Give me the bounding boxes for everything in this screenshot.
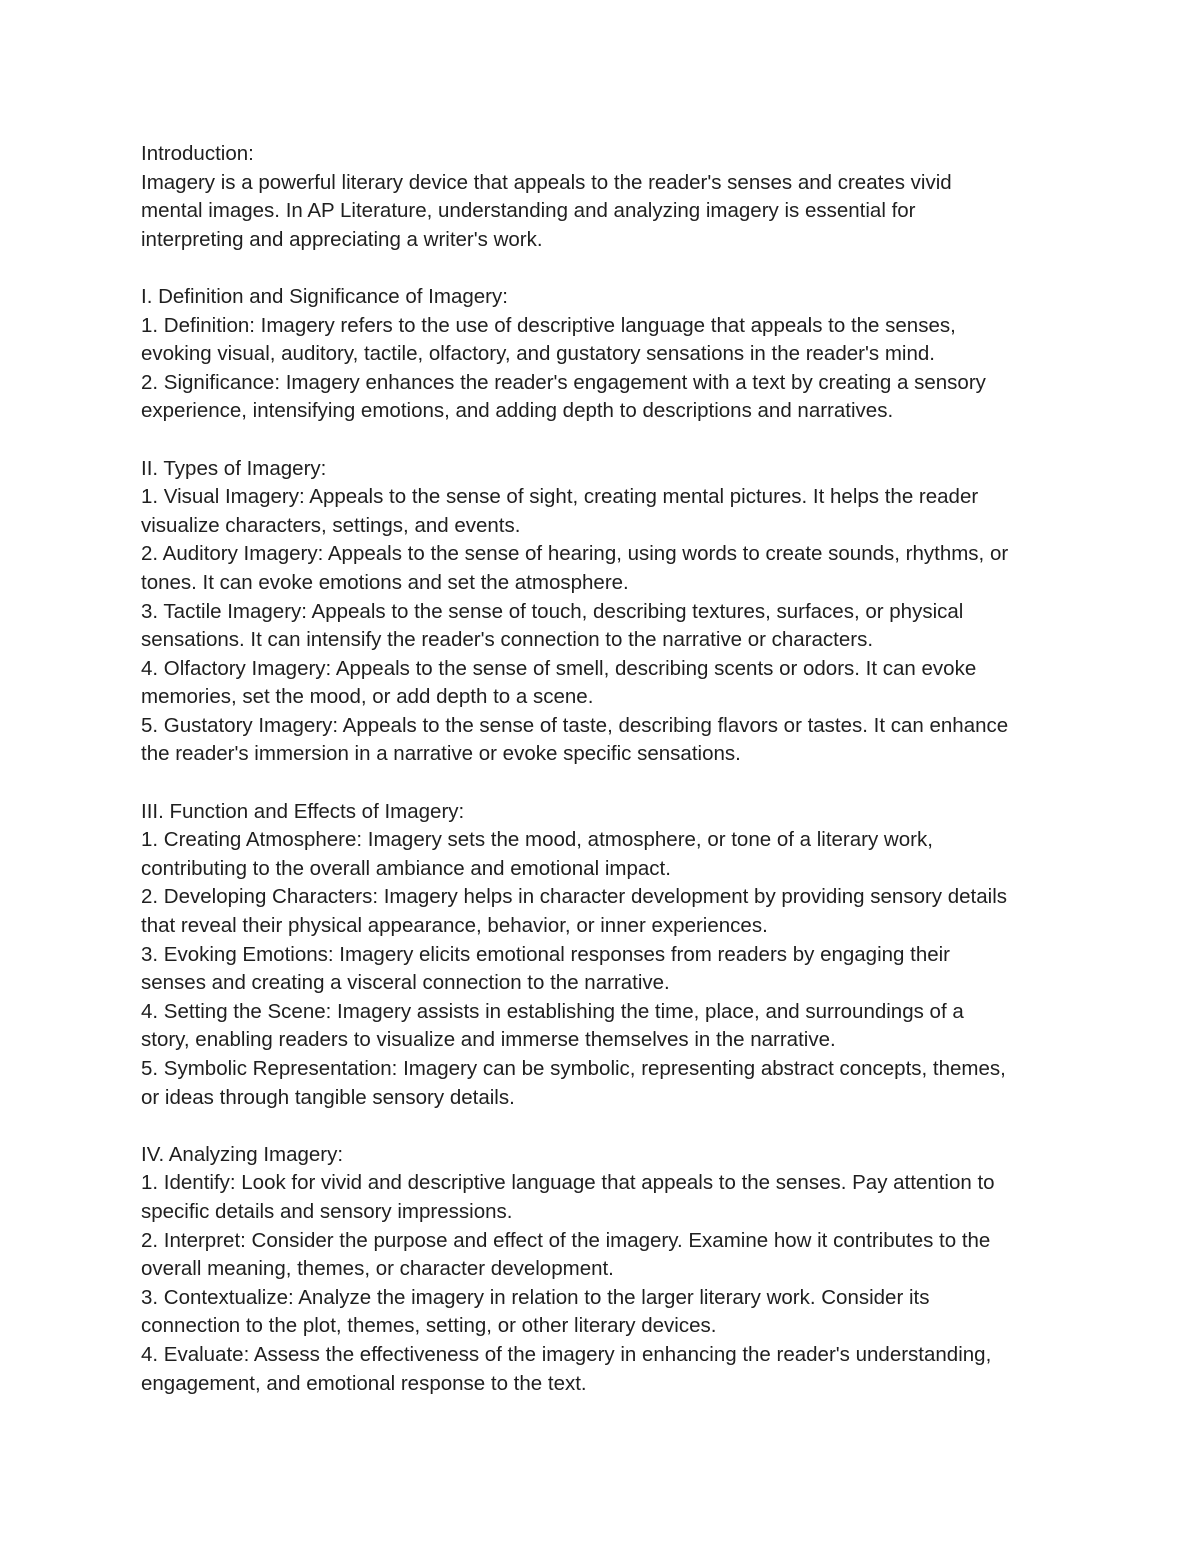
body-line: 2. Significance: Imagery enhances the reader's engagement with a text by creating a sensory: [141, 370, 986, 394]
section-heading: I. Definition and Significance of Imagery:: [141, 284, 508, 308]
body-line: sensations. It can intensify the reader's connection to the narrative or characters.: [141, 628, 874, 652]
body-line: 3. Tactile Imagery: Appeals to the sense of touch, describing textures, surfaces, or physical: [141, 599, 964, 623]
section-function-effects: [141, 798, 1071, 1113]
body-line: evoking visual, auditory, tactile, olfactory, and gustatory sensations in the reader's mind.: [141, 342, 935, 366]
body-line: interpreting and appreciating a writer's work.: [141, 227, 543, 251]
section-heading: II. Types of Imagery:: [141, 456, 327, 480]
body-line: 2. Interpret: Consider the purpose and effect of the imagery. Examine how it contributes to the: [141, 1228, 991, 1252]
body-line: engagement, and emotional response to the text.: [141, 1371, 587, 1395]
body-line: 4. Olfactory Imagery: Appeals to the sense of smell, describing scents or odors. It can evoke: [141, 656, 977, 680]
section-introduction: [141, 140, 1071, 254]
body-line: contributing to the overall ambiance and emotional impact.: [141, 856, 671, 880]
document-page: [141, 140, 1071, 1427]
body-line: 3. Evoking Emotions: Imagery elicits emotional responses from readers by engaging their: [141, 942, 951, 966]
body-line: memories, set the mood, or add depth to a scene.: [141, 685, 594, 709]
body-line: 2. Developing Characters: Imagery helps in character development by providing sensory details: [141, 885, 1008, 909]
body-line: 2. Auditory Imagery: Appeals to the sense of hearing, using words to create sounds, rhythms, or: [141, 542, 1009, 566]
body-line: 1. Identify: Look for vivid and descriptive language that appeals to the senses. Pay attention to: [141, 1171, 995, 1195]
body-line: 1. Visual Imagery: Appeals to the sense of sight, creating mental pictures. It helps the reader: [141, 485, 979, 509]
body-line: that reveal their physical appearance, behavior, or inner experiences.: [141, 914, 768, 938]
body-line: 5. Symbolic Representation: Imagery can be symbolic, representing abstract concepts, themes,: [141, 1057, 1006, 1080]
body-line: 5. Gustatory Imagery: Appeals to the sense of taste, describing flavors or tastes. It can enhance: [141, 713, 1009, 737]
body-line: mental images. In AP Literature, understanding and analyzing imagery is essential for: [141, 199, 916, 223]
body-line: the reader's immersion in a narrative or evoke specific sensations.: [141, 742, 741, 766]
body-line: 1. Creating Atmosphere: Imagery sets the mood, atmosphere, or tone of a literary work,: [141, 828, 933, 852]
body-line: tones. It can evoke emotions and set the atmosphere.: [141, 570, 629, 594]
body-line: story, enabling readers to visualize and immerse themselves in the narrative.: [141, 1028, 836, 1052]
section-heading: IV. Analyzing Imagery:: [141, 1142, 344, 1166]
section-heading: Introduction:: [141, 142, 254, 165]
section-analyzing: [141, 1141, 1071, 1398]
body-line: specific details and sensory impressions.: [141, 1199, 513, 1223]
body-line: experience, intensifying emotions, and adding depth to descriptions and narratives.: [141, 399, 894, 423]
section-types: [141, 455, 1071, 770]
section-definition: [141, 283, 1071, 426]
body-line: visualize characters, settings, and events.: [141, 513, 521, 537]
body-line: overall meaning, themes, or character development.: [141, 1257, 614, 1281]
body-line: Imagery is a powerful literary device that appeals to the reader's senses and creates vivid: [141, 170, 952, 194]
body-line: senses and creating a visceral connection to the narrative.: [141, 971, 670, 995]
body-line: 4. Setting the Scene: Imagery assists in establishing the time, place, and surroundings of a: [141, 999, 964, 1023]
body-line: connection to the plot, themes, setting, or other literary devices.: [141, 1314, 717, 1338]
body-line: 4. Evaluate: Assess the effectiveness of the imagery in enhancing the reader's understanding,: [141, 1342, 992, 1366]
body-line: 1. Definition: Imagery refers to the use of descriptive language that appeals to the senses,: [141, 313, 956, 337]
body-line: or ideas through tangible sensory details.: [141, 1085, 515, 1109]
body-line: 3. Contextualize: Analyze the imagery in relation to the larger literary work. Consider its: [141, 1285, 930, 1309]
section-heading: III. Function and Effects of Imagery:: [141, 799, 465, 823]
